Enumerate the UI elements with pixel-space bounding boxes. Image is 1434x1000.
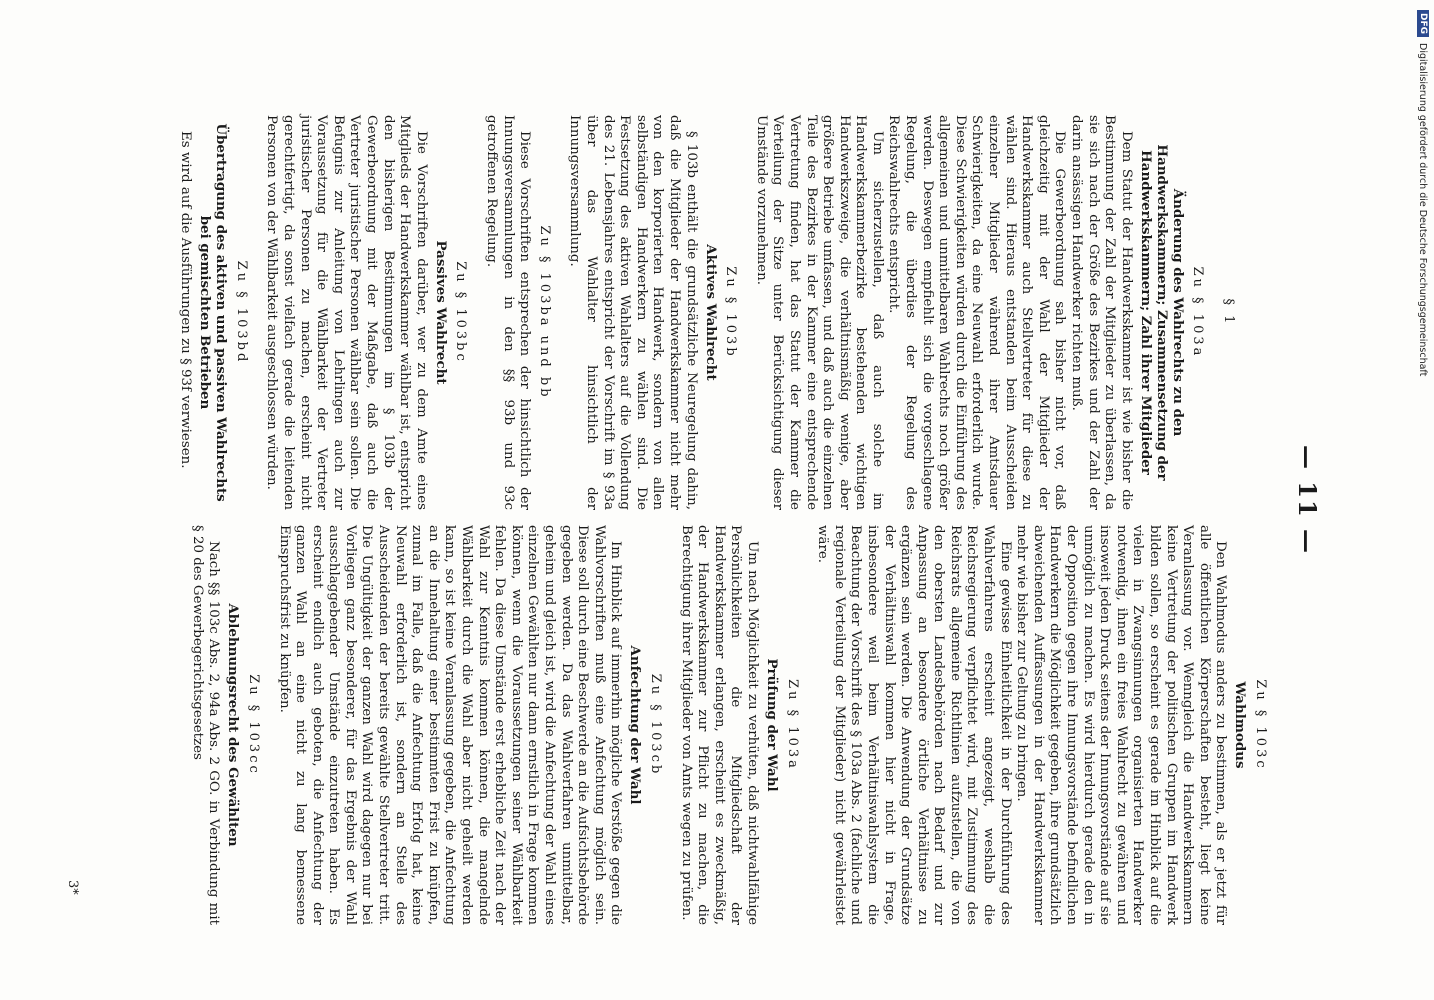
left-paragraph: Dem Statut der Handwerkskammer ist wie bisher die Bestimmung der Zahl der Mitglieder zu überlassen, da sie sich nach der Größe des Bezirkes und der Zahl der darin ansässigen Handwerker richten muß. [1069,115,1134,510]
right-section-heading: Wahlmodus [1232,681,1249,769]
left-paragraph: § 103b enthält die grundsätzliche Neuregelung dahin, daß die Mitglieder der Handwerkskammer nicht mehr von den korporierten Handwerk, sondern von allen selbständigen Handwerkern zu wählen sind. Die Festsetzung des aktiven Wahlalters auf die Vollendung des 21. Lebensjahres entspricht der Vorschrift im § 93a über das Wahlalter hinsichtlich der Innungsversammlung. [567,115,699,510]
right-column [188,525,1282,925]
left-paragraph: Die Vorschriften darüber, wer zu dem Amte eines Mitglieds der Handwerkskammer wählbar ist, entspricht den bisherigen Bestimmungen im § 103b der Gewerbeordnung mit der Maßgabe, daß auch die Vertreter juristischer Personen wählbar sein sollen. Die Befugnis zur Anleitung von Lehrlingen auch zur Voraussetzung für die Wählbarkeit der Vertreter juristischer Personen zu machen, erscheint nicht gerechtfertigt, da sonst vielfach gerade die leitenden Personen von der Wählbarkeit ausgeschlossen würden. [264,115,429,510]
right-paragraph: Nach §§ 103c Abs. 2, 94a Abs. 2 GO. in Verbindung mit § 20 des Gewerbegerichtsgesetzes [189,525,222,925]
right-section-number: Zu § 103a [784,679,800,771]
left-section-number: Zu § 103bc [453,261,469,364]
left-section-number: Zu § 103bd [233,260,249,365]
right-section-number: Zu § 103cc [245,674,261,776]
right-section-number: Zu § 103c [1253,679,1268,771]
left-section-number: Zu § 103a [1190,266,1206,359]
right-section-heading: Anfechtung der Wahl [627,645,644,805]
left-section-heading: Passives Wahlrecht [432,240,449,385]
left-paragraph: Die Gewerbeordnung sah bisher nicht vor, daß gleichzeitig mit der Wahl der Mitglieder der Handwerkskammer auch Stellvertreter für diese zu wählen sind. Hieraus entstanden beim Ausscheiden einzelner Mitglieder während ihrer Amtsdauer Schwierigkeiten, da eine Neuwahl erforderlich wurde. Diese Schwierigkeiten würden durch die Einführung des allgemeinen und unmittelbaren Wahlrechts noch größer werden. Deswegen empfiehlt sich die vorgeschlagene Regelung, die überdies der Regelung des Reichswahlrechts entspricht. [886,115,1068,510]
left-column [177,115,1250,510]
footer-mark: 3* [65,880,80,895]
sidebar-credit [1412,0,1434,1000]
digitization-credit: Digitalisierung gefördert durch die Deutsche Forschungsgemeinschaft [1417,43,1429,377]
dfg-logo-icon: DFG [1417,10,1429,37]
left-section-heading: Übertragung des aktiven und passiven Wahlrechts bei gemischten Betrieben [197,123,230,502]
left-section-number: § 1 [1221,298,1236,327]
left-paragraph: Um sicherzustellen, daß auch solche im Handwerkskammerbezirke bestehenden wichtigen Handwerkszweige, die verhältnismäßig wenige, aber größere Betriebe umfassen, und daß auch die einzelnen Teile des Bezirkes in der Kammer eine entsprechende Vertretung finden, hat das Statut der Kammer die Verteilung der Sitze unter Berücksichtigung dieser Umstände vorzunehmen. [753,115,885,510]
left-section-heading: Aktives Wahlrecht [702,244,719,381]
left-paragraph: Diese Vorschriften entsprechen der hinsichtlich der Innungsversammlungen in den §§ 93b und 93c getroffenen Regelung. [484,115,533,510]
right-section-heading: Ablehnungsrecht des Gewählten [225,603,242,847]
left-section-number: Zu § 103b [723,266,739,359]
right-section-heading: Prüfung der Wahl [763,658,780,792]
left-paragraph: Es wird auf die Ausführungen zu § 93f verwiesen. [178,131,194,469]
right-paragraph: Den Wahlmodus anders zu bestimmen, als er jetzt für alle öffentlichen Körperschaften besteht, liegt keine Veranlassung vor. Wenngleich die Handwerkskammern keine Vertretung der politischen Gruppen im Handwerk bilden sollen, so erscheint es gerade im Hinblick auf die vielen in Zwangsinnungen organisierten Handwerker notwendig, ihnen ein freies Wahlrecht zu gewähren und insoweit jeden Druck seitens der Innungsvorstände auf sie unmöglich zu machen. Es wird hierdurch gerade den in der Opposition gegen ihre Innungsvorstände befindlichen Handwerkern die Möglichkeit gegeben, ihre grundsätzlich abweichenden Auffassungen in der Handwerkskammer mehr wie bisher zur Geltung zu bringen. [1014,525,1229,925]
page-number: — 11 — [1293,444,1322,556]
right-section-number: Zu § 103cb [648,673,663,777]
right-paragraph: Im Hinblick auf immerhin mögliche Verstöße gegen die Wahlvorschriften muß eine Anfechtung möglich sein. Diese soll durch eine Beschwerde an die Aufsichtsbehörde gegeben werden. Da das Wahlverfahren unmittelbar, geheim und gleich ist, wird die Anfechtung der Wahl eines einzelnen Gewählten nur dann ernstlich in Frage kommen können, wenn die Voraussetzungen seiner Wählbarkeit fehlen. Da diese Umstände erst erhebliche Zeit nach der Wahl zur Kenntnis kommen können, die mangelnde Wählbarkeit durch die Wahl aber nicht geheilt werden kann, so ist keine Veranlassung gegeben, die Anfechtung an die Innehaltung einer bestimmten Frist zu knüpfen, zumal im Falle, daß die Anfechtung Erfolg hat, keine Neuwahl erforderlich ist, sondern an Stelle des Ausscheidenden der bereits gewählte Stellvertreter tritt. Die Ungültigkeit der ganzen Wahl wird dagegen nur bei Vorliegen ganz besonderer, für das Ergebnis der Wahl ausschlaggebender Umstände einzutreten haben. Es erscheint endlich auch geboten, die Anfechtung der ganzen Wahl an eine nicht zu lang bemessene Einspruchsfrist zu knüpfen. [276,525,624,925]
right-paragraph: Um nach Möglichkeit zu verhüten, daß nichtwahlfähige Persönlichkeiten die Mitgliedschaft der Handwerkskammer erlangen, erscheint es zweckmäßig, der Handwerkskammer zur Pflicht zu machen, die Berechtigung ihrer Mitglieder von Amts wegen zu prüfen. [678,525,760,925]
left-section-number: Zu § 103ba und bb [536,225,552,400]
right-paragraph: Eine gewisse Einheitlichkeit in der Durchführung des Wahlverfahrens erscheint angezeigt, weshalb die Reichsregierung verpflichtet wird, mit Zustimmung des Reichsrats allgemeine Richtlinien aufzustellen, die von den obersten Landesbehörden nach Bedarf und zur Anpassung an besondere örtliche Verhältnisse zu ergänzen sein werden. Die Anwendung der Grundsätze der Verhältniswahl kommen hier nicht in Frage, insbesondere weil beim Verhältniswahlsystem die Beachtung der Vorschrift des § 103a Abs. 2 (fachliche und regionale Verteilung der Mitglieder) nicht gewährleistet wäre. [815,525,1013,925]
left-section-heading: Änderung des Wahlrechts zu den Handwerkskammern; Zusammensetzung der Handwerkskammern; Zahl ihrer Mitglieder [1137,144,1186,481]
